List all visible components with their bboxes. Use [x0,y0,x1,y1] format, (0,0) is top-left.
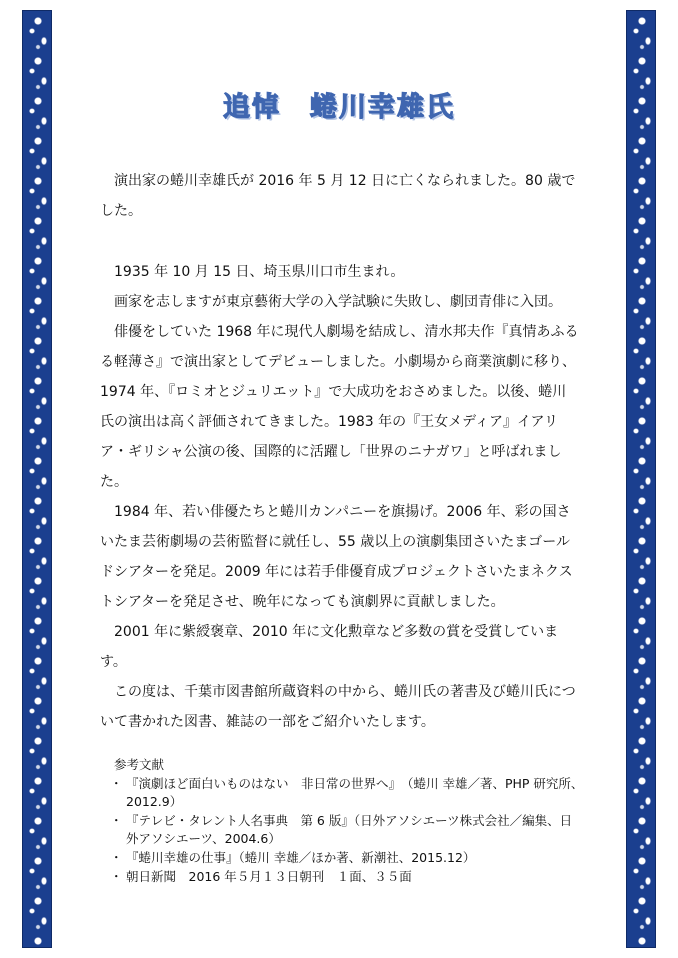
paragraph-birth: 1935 年 10 月 15 日、埼玉県川口市生まれ。 [114,264,405,280]
references-section [114,756,584,886]
paragraph-library-note: この度は、千葉市図書館所蔵資料の中から、蜷川氏の著書及び蜷川氏について書かれた図書、雑誌の一部をご紹介いたします。 [100,684,576,730]
paragraph-intro: 演出家の蜷川幸雄氏が 2016 年 5 月 12 日に亡くなられました。80 歳でした。 [100,173,576,219]
page-title: 追悼 蜷川幸雄氏 [223,92,455,123]
decorative-border-right [626,10,656,948]
reference-item: ・ 『演劇ほど面白いものはない 非日常の世界へ』 （蜷川 幸雄／著、PHP 研究所、2012.9） [114,775,584,812]
paragraph-awards: 2001 年に紫綬褒章、2010 年に文化勲章など多数の賞を受賞しています。 [100,624,559,670]
paragraph-company: 1984 年、若い俳優たちと蜷川カンパニーを旗揚げ。2006 年、彩の国さいたま芸術劇場の芸術監督に就任し、55 歳以上の演劇集団さいたまゴールドシアターを発足。2009 年には若手俳優育成プロジェクトさいたまネクストシアターを発足させ、晩年になっても演劇界に貢献しました。 [100,504,573,610]
references-list [114,775,584,887]
paragraph-director-debut: 俳優をしていた 1968 年に現代人劇場を結成し、清水邦夫作『真情あふるる軽薄さ』で演出家としてデビューしました。小劇場から商業演劇に移り、1974 年、『ロミオとジュリエット』で大成功をおさめました。以後、蜷川氏の演出は高く評価されてきました。1983 年の『王女メディア』イアリア・ギリシャ公演の後、国際的に活躍し「世界のニナガワ」と呼ばれました。 [100,324,579,490]
references-heading: 参考文献 [114,757,165,772]
reference-item: ・ 『蜷川幸雄の仕事』（蜷川 幸雄／ほか著、新潮社、2015.12） [114,849,584,868]
reference-item: ・ 朝日新聞 2016 年５月１３日朝刊 １面、３５面 [114,868,584,887]
decorative-border-left [22,10,52,948]
reference-item: ・ 『テレビ・タレント人名事典 第 6 版』（日外アソシエーツ株式会社／編集、日外アソシエーツ、2004.6） [114,812,584,849]
paragraph-early-career: 画家を志しますが東京藝術大学の入学試験に失敗し、劇団青俳に入団。 [114,294,562,310]
article-body [100,166,580,737]
